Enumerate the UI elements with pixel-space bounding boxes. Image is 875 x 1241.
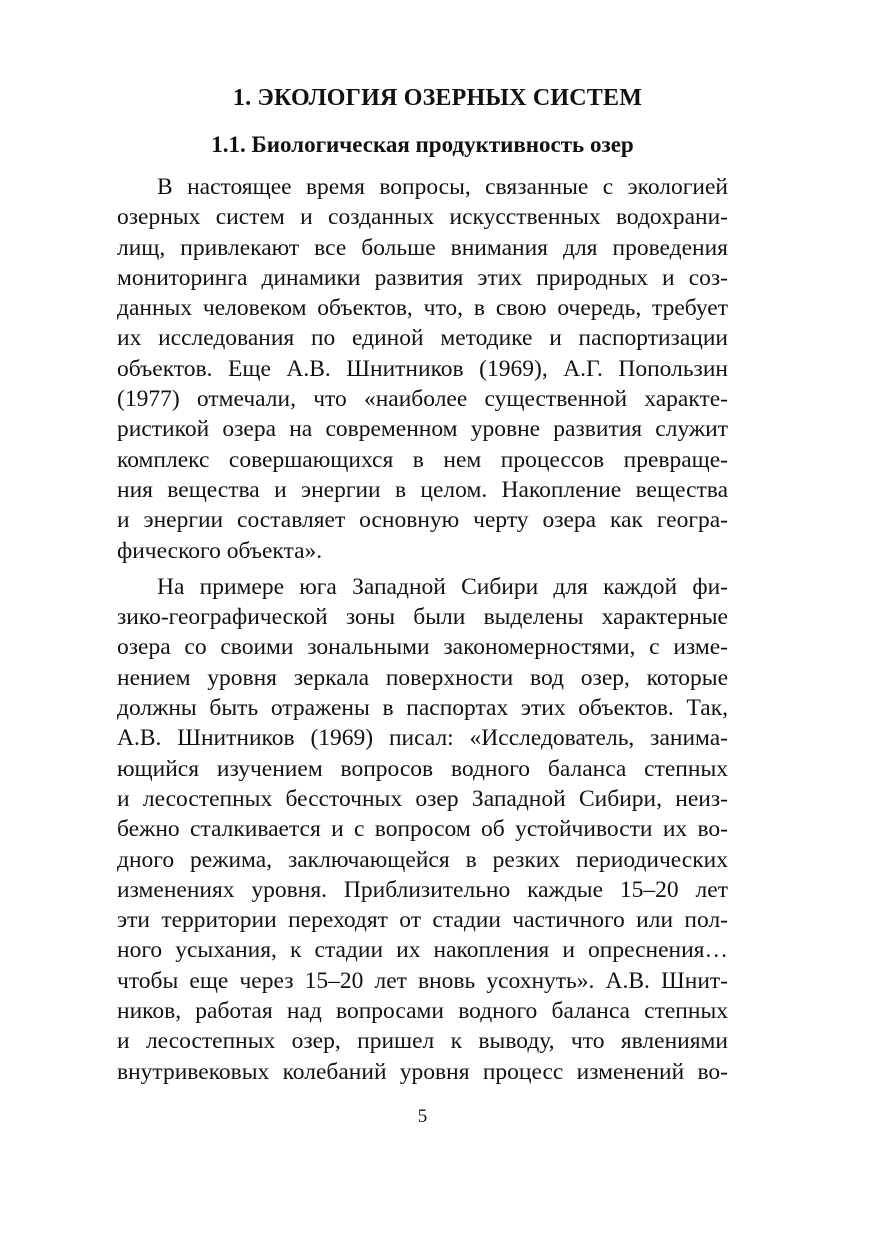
- text-line: В настоящее время вопросы, связанные с экологией: [157, 174, 728, 200]
- text-line: объектов. Еще А.В. Шнитников (1969), А.Г. Попользин: [117, 355, 728, 382]
- text-line: На примере юга Западной Сибири для каждой фи-: [157, 573, 728, 600]
- text-line: лищ, привлекают все больше внимания для проведения: [117, 234, 728, 261]
- text-line: ристикой озера на современном уровне развития служит: [117, 416, 728, 443]
- text-line: и лесостепных бессточных озер Западной Сибири, неиз-: [117, 785, 728, 812]
- text-line: и энергии составляет основную черту озера как геогра-: [117, 507, 728, 534]
- text-line: бежно сталкивается и с вопросом об устойчивости их во-: [117, 816, 728, 843]
- text-line: (1977) отмечали, что «наиболее существенной характе-: [117, 386, 728, 413]
- text-line: эти территории переходят от стадии частичного или пол-: [117, 907, 728, 934]
- text-line: чтобы еще через 15–20 лет вновь усохнуть». А.В. Шнит-: [117, 967, 728, 994]
- section-title: 1.1. Биологическая продуктивность озер: [211, 132, 634, 157]
- text-line: должны быть отражены в паспортах этих объектов. Так,: [117, 695, 728, 722]
- text-line: озерных систем и созданных искусственных водохрани-: [117, 204, 728, 231]
- text-line: дного режима, заключающейся в резких периодических: [117, 846, 728, 873]
- text-line: данных человеком объектов, что, в свою очередь, требует: [117, 295, 728, 322]
- text-line: озера со своими зональными закономерностями, с изме-: [117, 634, 728, 661]
- text-line: ющийся изучением вопросов водного баланса степных: [117, 755, 728, 782]
- paragraph: [117, 572, 728, 1087]
- text-line: внутривековых колебаний уровня процесс изменений во-: [117, 1058, 728, 1085]
- text-line: ников, работая над вопросами водного баланса степных: [117, 998, 728, 1025]
- text-line: А.В. Шнитников (1969) писал: «Исследователь, занима-: [117, 725, 728, 752]
- page-number: 5: [417, 1106, 428, 1127]
- text-line: ния вещества и энергии в целом. Накопление вещества: [117, 476, 728, 503]
- text-line: мониторинга динамики развития этих природных и соз-: [117, 264, 728, 291]
- text-line: ного усыхания, к стадии их накопления и опреснения…: [117, 937, 728, 964]
- text-line: изменениях уровня. Приблизительно каждые 15–20 лет: [117, 876, 728, 903]
- chapter-title: 1. ЭКОЛОГИЯ ОЗЕРНЫХ СИСТЕМ: [232, 85, 643, 111]
- text-line: их исследования по единой методике и паспортизации: [117, 325, 728, 352]
- text-line: комплекс совершающихся в нем процессов превраще-: [117, 446, 728, 473]
- text-line: нением уровня зеркала поверхности вод озер, которые: [117, 664, 728, 691]
- paragraph: [117, 172, 728, 566]
- text-line: фического объекта».: [117, 537, 323, 564]
- text-line: зико-географической зоны были выделены характерные: [117, 604, 728, 631]
- text-line: и лесостепных озер, пришел к выводу, что явлениями: [117, 1028, 728, 1055]
- body-text: [117, 172, 728, 1087]
